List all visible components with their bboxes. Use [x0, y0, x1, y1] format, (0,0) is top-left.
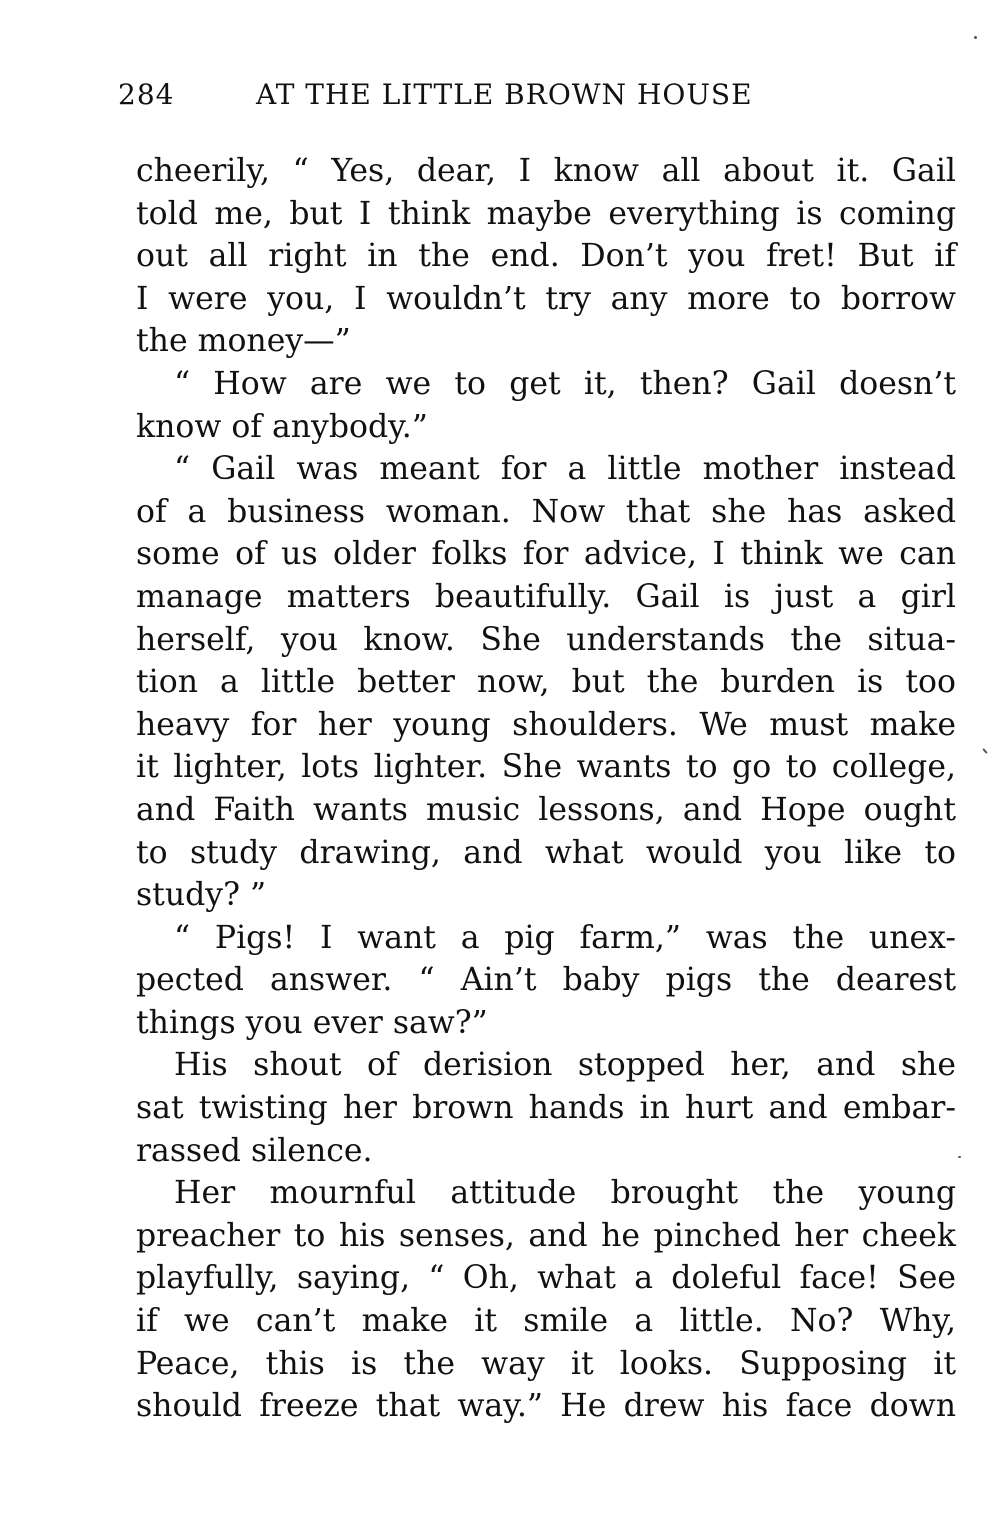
scan-speck [982, 748, 987, 754]
text-line: rassed silence. [136, 1132, 373, 1169]
scan-speck [974, 36, 977, 39]
text-line: the money—” [136, 323, 351, 360]
text-line: and Faith wants music lessons, and Hope ought [136, 791, 956, 828]
text-line: “ How are we to get it, then? Gail doesn’t [174, 365, 956, 402]
text-line: Peace, this is the way it looks. Supposing it [136, 1345, 956, 1382]
text-line: study? ” [136, 877, 267, 914]
text-line: His shout of derision stopped her, and she [174, 1047, 956, 1084]
text-line: tion a little better now, but the burden is too [136, 664, 956, 701]
page-header [118, 78, 838, 118]
text-line: things you ever saw?” [136, 1004, 488, 1041]
text-line: I were you, I wouldn’t try any more to borrow [136, 280, 956, 317]
text-line: heavy for her young shoulders. We must make [136, 706, 956, 743]
text-line: “ Gail was meant for a little mother instead [174, 451, 956, 488]
text-line: told me, but I think maybe everything is coming [136, 195, 956, 232]
page-number: 284 [118, 78, 175, 111]
text-line: to study drawing, and what would you like to [136, 834, 956, 871]
text-line: herself, you know. She understands the situa- [136, 621, 956, 658]
text-line: pected answer. “ Ain’t baby pigs the dearest [136, 962, 956, 999]
text-line: sat twisting her brown hands in hurt and embar- [136, 1090, 956, 1127]
scan-speck [958, 1156, 961, 1158]
body-text [136, 150, 956, 1428]
text-line: out all right in the end. Don’t you fret! But if [136, 238, 956, 275]
text-line: it lighter, lots lighter. She wants to go to college, [136, 749, 956, 786]
text-line: “ Pigs! I want a pig farm,” was the unex- [174, 919, 956, 956]
text-line: should freeze that way.” He drew his face down [136, 1388, 956, 1425]
text-line: if we can’t make it smile a little. No? Why, [136, 1303, 956, 1340]
text-line: cheerily, “ Yes, dear, I know all about it. Gail [136, 153, 956, 189]
text-line: manage matters beautifully. Gail is just a girl [136, 578, 956, 615]
running-title: AT THE LITTLE BROWN HOUSE [256, 78, 753, 111]
text-line: of a business woman. Now that she has asked [136, 493, 956, 530]
text-line: know of anybody.” [136, 408, 428, 445]
text-line: some of us older folks for advice, I think we can [136, 536, 956, 573]
text-line: preacher to his senses, and he pinched her cheek [136, 1217, 956, 1254]
text-line: Her mournful attitude brought the young [174, 1175, 956, 1212]
text-line: playfully, saying, “ Oh, what a doleful face! See [136, 1260, 956, 1297]
